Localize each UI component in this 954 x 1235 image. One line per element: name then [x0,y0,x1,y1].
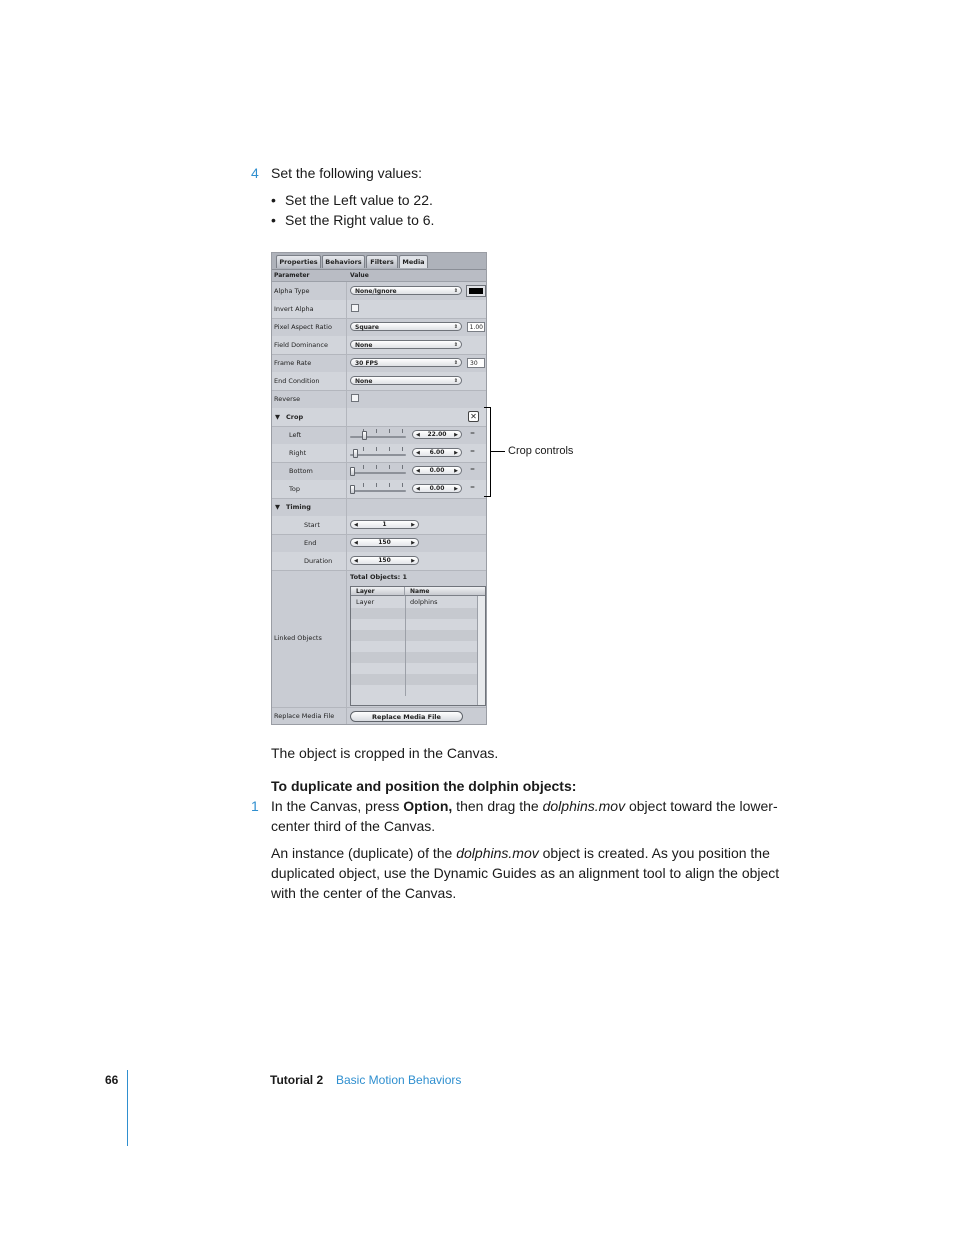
chapter-label: Tutorial 2 [270,1073,324,1087]
bullet-item: Set the Left value to 22. [285,192,433,208]
tab-properties[interactable]: Properties [276,255,321,268]
bullet-item: Set the Right value to 6. [285,212,435,228]
crop-bottom-value: 0.00 [429,467,445,474]
increment-arrow-icon[interactable]: ▶ [411,522,415,528]
crop-right-label: Right [289,449,307,457]
step-text [271,796,801,836]
decrement-arrow-icon[interactable]: ◀ [416,486,420,492]
row-crop-top [272,480,486,499]
invert-alpha-checkbox[interactable] [351,304,359,312]
crop-right-slider-knob[interactable] [353,449,358,458]
crop-right-slider[interactable] [350,454,406,456]
frame-rate-popup[interactable] [350,358,462,367]
footer-rule [127,1070,128,1146]
increment-arrow-icon[interactable]: ▶ [454,432,458,438]
column-header-layer[interactable]: Layer [351,587,405,596]
popup-arrows-icon: ⇕ [453,342,458,348]
step1-text-pre: In the Canvas, press [271,798,404,814]
row-end-condition [272,372,486,391]
field-dominance-popup[interactable] [350,340,462,349]
timing-disclosure-icon[interactable]: ▼ [275,503,280,511]
step-number: 4 [251,165,259,181]
callout-bracket [484,407,491,497]
row-reverse [272,390,486,409]
replace-media-button[interactable]: Replace Media File [350,711,463,722]
inspector-tab-bar [272,253,486,270]
crop-left-stepper[interactable] [412,430,462,439]
timing-start-stepper[interactable] [350,520,419,529]
chapter-title: Basic Motion Behaviors [336,1073,462,1087]
field-dominance-label: Field Dominance [274,341,328,349]
crop-top-slider[interactable] [350,490,406,492]
row-crop-left [272,426,486,445]
timing-end-stepper[interactable] [350,538,419,547]
frame-rate-value: 30 FPS [355,360,379,367]
header-value: Value [350,272,369,279]
body-paragraph [271,843,806,903]
row-crop-right [272,444,486,463]
crop-top-label: Top [289,485,300,493]
row-timing-start [272,516,486,535]
animation-menu-icon[interactable]: = [470,466,476,473]
pixel-aspect-ratio-value: Square [355,324,379,331]
increment-arrow-icon[interactable]: ▶ [411,540,415,546]
step1-text-post: object toward the lower-center third of the Canvas. [271,798,778,834]
decrement-arrow-icon[interactable]: ◀ [416,468,420,474]
step-text: Set the following values: [271,165,422,181]
callout-label: Crop controls [508,445,574,457]
timing-duration-label: Duration [304,557,333,565]
row-timing-duration [272,552,486,571]
end-condition-value: None [355,378,373,385]
row-invert-alpha [272,300,486,319]
crop-bottom-stepper[interactable] [412,466,462,475]
decrement-arrow-icon[interactable]: ◀ [354,522,358,528]
paragraph-filename: dolphins.mov [456,845,539,861]
crop-enable-checkbox[interactable]: ✕ [468,411,479,422]
inspector-panel [271,252,487,725]
row-frame-rate [272,354,486,373]
row-alpha-type [272,282,486,301]
pixel-aspect-ratio-popup[interactable] [350,322,462,331]
step1-key: Option, [403,798,453,814]
crop-left-slider-knob[interactable] [362,431,367,440]
row-pixel-aspect-ratio [272,318,486,337]
increment-arrow-icon[interactable]: ▶ [454,468,458,474]
bullet-marker: • [271,192,276,208]
end-condition-label: End Condition [274,377,320,385]
linked-objects-table [350,586,486,706]
total-objects: Total Objects: 1 [350,573,408,581]
timing-end-label: End [304,539,317,547]
paragraph-text-pre: An instance (duplicate) of the [271,845,457,861]
alpha-type-popup[interactable] [350,286,462,295]
row-replace-media [272,708,486,725]
alpha-type-label: Alpha Type [274,287,310,295]
section-heading: To duplicate and position the dolphin objects: [271,778,577,794]
tab-filters[interactable]: Filters [366,255,398,268]
replace-media-label: Replace Media File [274,712,335,720]
row-layer: Layer [356,598,375,606]
row-field-dominance [272,336,486,355]
frame-rate-label: Frame Rate [274,359,312,367]
callout-leader-line [490,451,505,452]
paragraph-text-post: object is created. As you position the duplicated object, use the Dynamic Guides as an alignment tool to align the object with the center of the Canvas. [271,845,780,901]
reverse-label: Reverse [274,395,301,403]
decrement-arrow-icon[interactable]: ◀ [354,540,358,546]
animation-menu-icon[interactable]: = [470,430,476,437]
crop-right-stepper[interactable] [412,448,462,457]
crop-label: Crop [286,413,304,421]
reverse-checkbox[interactable] [351,394,359,402]
timing-end-value: 150 [378,539,391,546]
column-header-name[interactable]: Name [405,587,486,596]
popup-arrows-icon: ⇕ [453,324,458,330]
decrement-arrow-icon[interactable]: ◀ [416,450,420,456]
crop-bottom-slider-knob[interactable] [350,467,355,476]
crop-left-value: 22.00 [427,431,447,438]
crop-top-stepper[interactable] [412,484,462,493]
inspector-column-header [272,270,486,282]
crop-top-value: 0.00 [429,485,445,492]
pixel-aspect-ratio-field[interactable]: 1.00 [467,322,485,332]
row-crop [272,408,486,427]
color-swatch[interactable] [467,286,485,296]
row-timing-end [272,534,486,553]
timing-start-value: 1 [382,521,387,528]
table-row[interactable] [351,597,479,608]
result-text: The object is cropped in the Canvas. [271,745,499,761]
alpha-type-value: None/Ignore [355,288,397,295]
end-condition-popup[interactable] [350,376,462,385]
pixel-aspect-ratio-label: Pixel Aspect Ratio [274,323,332,331]
popup-arrows-icon: ⇕ [453,288,458,294]
field-dominance-value: None [355,342,373,349]
crop-disclosure-icon[interactable]: ▼ [275,413,280,421]
timing-start-label: Start [304,521,320,529]
step1-filename: dolphins.mov [542,798,626,814]
crop-top-slider-knob[interactable] [350,485,355,494]
crop-left-slider[interactable] [350,436,406,438]
step-number: 1 [251,798,259,814]
animation-menu-icon[interactable]: = [470,448,476,455]
step1-text-mid: then drag the [452,798,543,814]
header-parameter: Parameter [274,272,310,279]
popup-arrows-icon: ⇕ [453,360,458,366]
bullet-marker: • [271,212,276,228]
increment-arrow-icon[interactable]: ▶ [454,486,458,492]
linked-objects-label: Linked Objects [274,634,322,642]
timing-duration-stepper[interactable] [350,556,419,565]
page-number: 66 [105,1073,119,1087]
crop-bottom-label: Bottom [289,467,313,475]
decrement-arrow-icon[interactable]: ◀ [416,432,420,438]
invert-alpha-label: Invert Alpha [274,305,314,313]
frame-rate-field[interactable]: 30 [467,358,485,368]
crop-right-value: 6.00 [429,449,445,456]
tab-behaviors[interactable]: Behaviors [322,255,365,268]
increment-arrow-icon[interactable]: ▶ [411,558,415,564]
decrement-arrow-icon[interactable]: ◀ [354,558,358,564]
tab-media[interactable]: Media [399,255,428,268]
animation-menu-icon[interactable]: = [470,484,476,491]
crop-bottom-slider[interactable] [350,472,406,474]
row-name: dolphins [410,598,438,606]
table-scrollbar[interactable] [477,596,485,706]
increment-arrow-icon[interactable]: ▶ [454,450,458,456]
row-timing [272,498,486,517]
timing-duration-value: 150 [378,557,391,564]
crop-left-label: Left [289,431,302,439]
row-crop-bottom [272,462,486,481]
timing-label: Timing [286,503,311,511]
popup-arrows-icon: ⇕ [453,378,458,384]
